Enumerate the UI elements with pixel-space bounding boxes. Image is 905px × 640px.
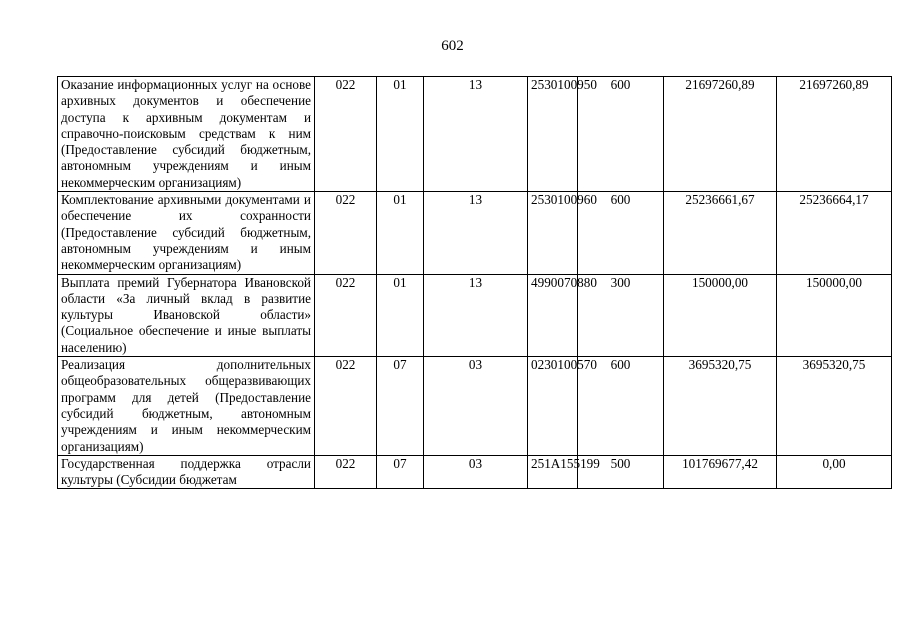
expense-description: Оказание информационных услуг на основе архивных документов и обеспечение доступа к архивным документам и справочно-поисковым средствам к ним (Предоставление субсидий бюджетным, автономным учреждениям и иным некоммерческим организациям) bbox=[58, 77, 315, 192]
ministry-code: 022 bbox=[315, 455, 377, 489]
expense-type-code: 300 bbox=[578, 274, 664, 356]
amount-cell: 150000,00 bbox=[777, 274, 892, 356]
target-article-code: 251A155199 bbox=[528, 455, 578, 489]
subsection-code: 13 bbox=[424, 192, 528, 274]
expense-description: Государственная поддержка отрасли культуры (Субсидии бюджетам bbox=[58, 455, 315, 489]
amount-cell: 3695320,75 bbox=[664, 357, 777, 456]
amount-cell: 21697260,89 bbox=[777, 77, 892, 192]
table-row bbox=[58, 455, 892, 489]
target-article-code: 0230100570 bbox=[528, 357, 578, 456]
expense-type-code: 600 bbox=[578, 77, 664, 192]
subsection-code: 13 bbox=[424, 274, 528, 356]
ministry-code: 022 bbox=[315, 357, 377, 456]
section-code: 01 bbox=[377, 77, 424, 192]
amount-cell: 21697260,89 bbox=[664, 77, 777, 192]
subsection-code: 13 bbox=[424, 77, 528, 192]
ministry-code: 022 bbox=[315, 192, 377, 274]
amount-cell: 0,00 bbox=[777, 455, 892, 489]
table-row bbox=[58, 274, 892, 356]
section-code: 01 bbox=[377, 274, 424, 356]
section-code: 01 bbox=[377, 192, 424, 274]
table-row bbox=[58, 192, 892, 274]
expense-description: Комплектование архивными документами и обеспечение их сохранности (Предоставление субсидий бюджетным, автономным учреждениям и иным некоммерческим организациям) bbox=[58, 192, 315, 274]
target-article-code: 2530100960 bbox=[528, 192, 578, 274]
table-row bbox=[58, 77, 892, 192]
page-number: 602 bbox=[441, 38, 464, 54]
section-code: 07 bbox=[377, 357, 424, 456]
expense-description: Выплата премий Губернатора Ивановской области «За личный вклад в развитие культуры Ивановской области» (Социальное обеспечение и иные выплаты населению) bbox=[58, 274, 315, 356]
expense-type-code: 500 bbox=[578, 455, 664, 489]
amount-cell: 3695320,75 bbox=[777, 357, 892, 456]
expense-description: Реализация дополнительных общеобразовательных общеразвивающих программ для детей (Предоставление субсидий бюджетным, автономным учреждениям и иным некоммерческим организациям) bbox=[58, 357, 315, 456]
target-article-code: 4990070880 bbox=[528, 274, 578, 356]
target-article-code: 2530100950 bbox=[528, 77, 578, 192]
amount-cell: 150000,00 bbox=[664, 274, 777, 356]
subsection-code: 03 bbox=[424, 455, 528, 489]
ministry-code: 022 bbox=[315, 77, 377, 192]
expense-type-code: 600 bbox=[578, 192, 664, 274]
expense-type-code: 600 bbox=[578, 357, 664, 456]
ministry-code: 022 bbox=[315, 274, 377, 356]
section-code: 07 bbox=[377, 455, 424, 489]
subsection-code: 03 bbox=[424, 357, 528, 456]
amount-cell: 101769677,42 bbox=[664, 455, 777, 489]
amount-cell: 25236664,17 bbox=[777, 192, 892, 274]
table-row bbox=[58, 357, 892, 456]
amount-cell: 25236661,67 bbox=[664, 192, 777, 274]
budget-table bbox=[57, 76, 892, 489]
